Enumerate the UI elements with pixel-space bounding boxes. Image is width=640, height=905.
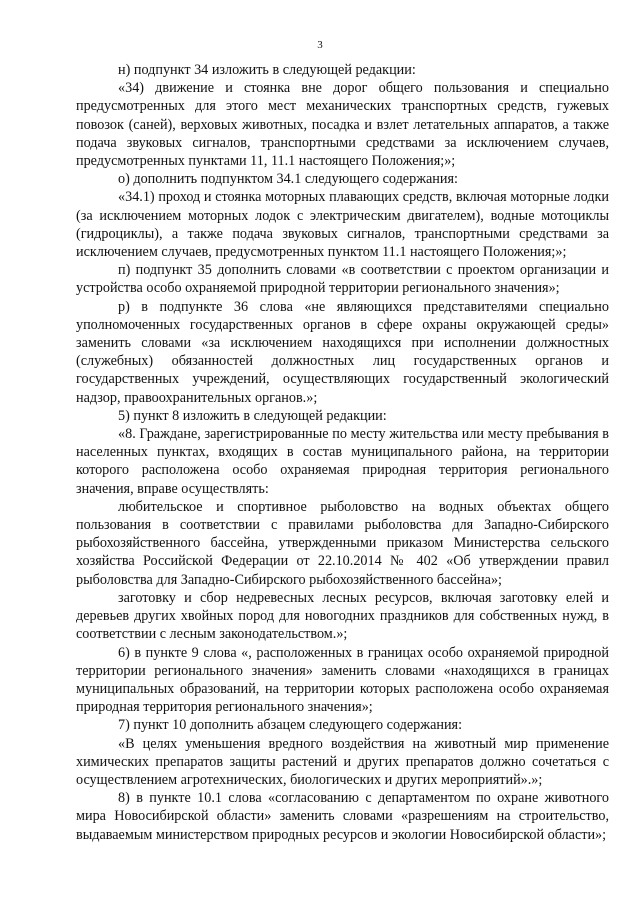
page-number: 3 bbox=[317, 39, 323, 51]
paragraph-subitem-n: н) подпункт 34 изложить в следующей редакции: bbox=[118, 62, 416, 78]
paragraph-item-5-quote: «8. Граждане, зарегистрированные по месту жительства или месту пребывания в населенных пунктах, входящих в состав муниципального района, на территории которого расположена особо охраняемая природная территория регионального значения, вправе осуществлять: bbox=[76, 426, 609, 497]
paragraph-item-5: 5) пункт 8 изложить в следующей редакции: bbox=[118, 407, 387, 424]
paragraph-subitem-o-quote: «34.1) проход и стоянка моторных плавающих средств, включая моторные лодки (за исключением моторных лодок с электрическим двигателем), водные мотоциклы (гидроциклы), а также подача звуковых сигналов, транспортными средствами за исключением случаев, предусмотренных пунктом 11.1 настоящего Положения;»; bbox=[76, 189, 609, 261]
paragraph-subitem-n-quote: «34) движение и стоянка вне дорог общего пользования и специально предусмотренных для этого мест механических транспортных средств, гужевых повозок (саней), верховых животных, посадка и взлет летательных аппаратов, а также подача звуковых сигналов, транспортными средствами за исключением случаев, предусмотренных пунктами 11, 11.1 настоящего Положения;»; bbox=[76, 80, 609, 170]
paragraph-item-8: 8) в пункте 10.1 слова «согласованию с департаментом по охране животного мира Новосибирской области» заменить словами «разрешениям на строительство, выдаваемым министерством природных ресурсов и экологии Новосибирской области»; bbox=[76, 790, 609, 843]
paragraph-item-7: 7) пункт 10 дополнить абзацем следующего содержания: bbox=[118, 717, 463, 734]
paragraph-subitem-p: п) подпункт 35 дополнить словами «в соответствии с проектом организации и устройства особо охраняемой природной территории регионального значения»; bbox=[76, 262, 609, 297]
paragraph-subitem-o: о) дополнить подпунктом 34.1 следующего содержания: bbox=[118, 171, 458, 188]
paragraph-item-6: 6) в пункте 9 слова «, расположенных в границах особо охраняемой природной территории регионального значения» заменить словами «находящихся в границах муниципальных образований, на территории которых расположена особо охраняемая природная территория регионального значения»; bbox=[76, 644, 609, 716]
paragraph-item-5-fishing: любительское и спортивное рыболовство на водных объектах общего пользования в соответствии с правилами рыболовства для Западно-Сибирского рыбохозяйственного бассейна, утвержденными приказом Министерства сельского хозяйства Российской Федерации от 22.10.2014 № 402 «Об утверждении правил рыболовства для Западно-Сибирского рыбохозяйственного бассейна»; bbox=[76, 498, 609, 588]
document-body bbox=[76, 61, 609, 844]
paragraph-item-7-quote: «В целях уменьшения вредного воздействия на животный мир применение химических препаратов защиты растений и других препаратов должно сочетаться с осуществлением агротехнических, биологических и других мероприятий».»; bbox=[76, 735, 609, 788]
paragraph-subitem-r: р) в подпункте 36 слова «не являющихся представителями специально уполномоченных государственных органов в сфере охраны окружающей среды» заменить словами «за исключением находящихся при исполнении должностных (служебных) обязанностей должностных лиц государственных органов и государственных учреждений, осуществляющих государственный экологический надзор, правоохранительных органов.»; bbox=[76, 298, 609, 406]
paragraph-item-5-harvest: заготовку и сбор недревесных лесных ресурсов, включая заготовку елей и деревьев других хвойных пород для новогодних праздников для собственных нужд, в соответствии с лесным законодательством.»; bbox=[76, 589, 609, 643]
